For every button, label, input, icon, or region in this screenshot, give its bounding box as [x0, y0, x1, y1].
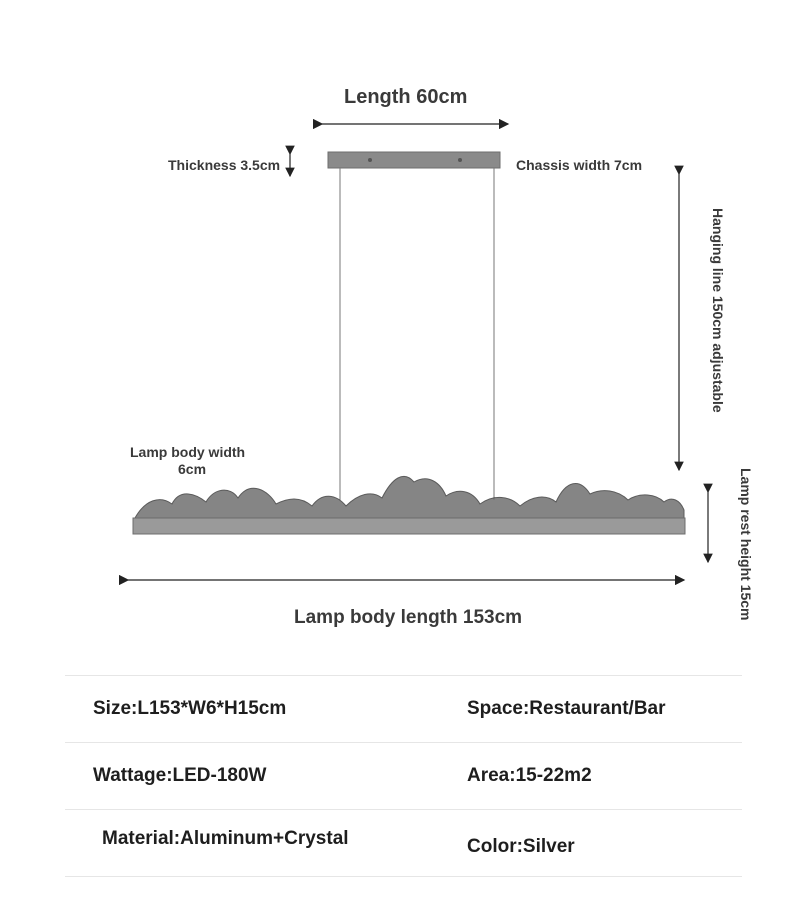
chassis: [328, 152, 500, 168]
lamp-body: [133, 518, 685, 534]
spec-material: Material:Aluminum+Crystal: [102, 828, 349, 849]
length-label: Length 60cm: [344, 86, 468, 108]
spec-color: Color:Silver: [467, 836, 575, 857]
spec-area: Area:15-22m2: [467, 765, 592, 786]
spec-row: [65, 675, 742, 742]
spec-row: [65, 809, 742, 877]
lamp-body-width-value: 6cm: [178, 461, 207, 477]
crystal-decoration: [135, 476, 684, 520]
hanging-line-label: Hanging line 150cm adjustable: [710, 208, 726, 413]
lamp-body-length-label: Lamp body length 153cm: [294, 607, 523, 628]
spec-space: Space:Restaurant/Bar: [467, 698, 666, 719]
spec-wattage: Wattage:LED-180W: [93, 765, 267, 786]
spec-row: [65, 742, 742, 809]
chassis-width-label: Chassis width 7cm: [516, 157, 643, 173]
thickness-label: Thickness 3.5cm: [168, 157, 281, 173]
lamp-body-width-label: Lamp body width: [130, 444, 246, 460]
spec-size: Size:L153*W6*H15cm: [93, 698, 287, 719]
spec-table: [65, 675, 742, 877]
lamp-rest-height-label: Lamp rest height 15cm: [738, 468, 754, 621]
